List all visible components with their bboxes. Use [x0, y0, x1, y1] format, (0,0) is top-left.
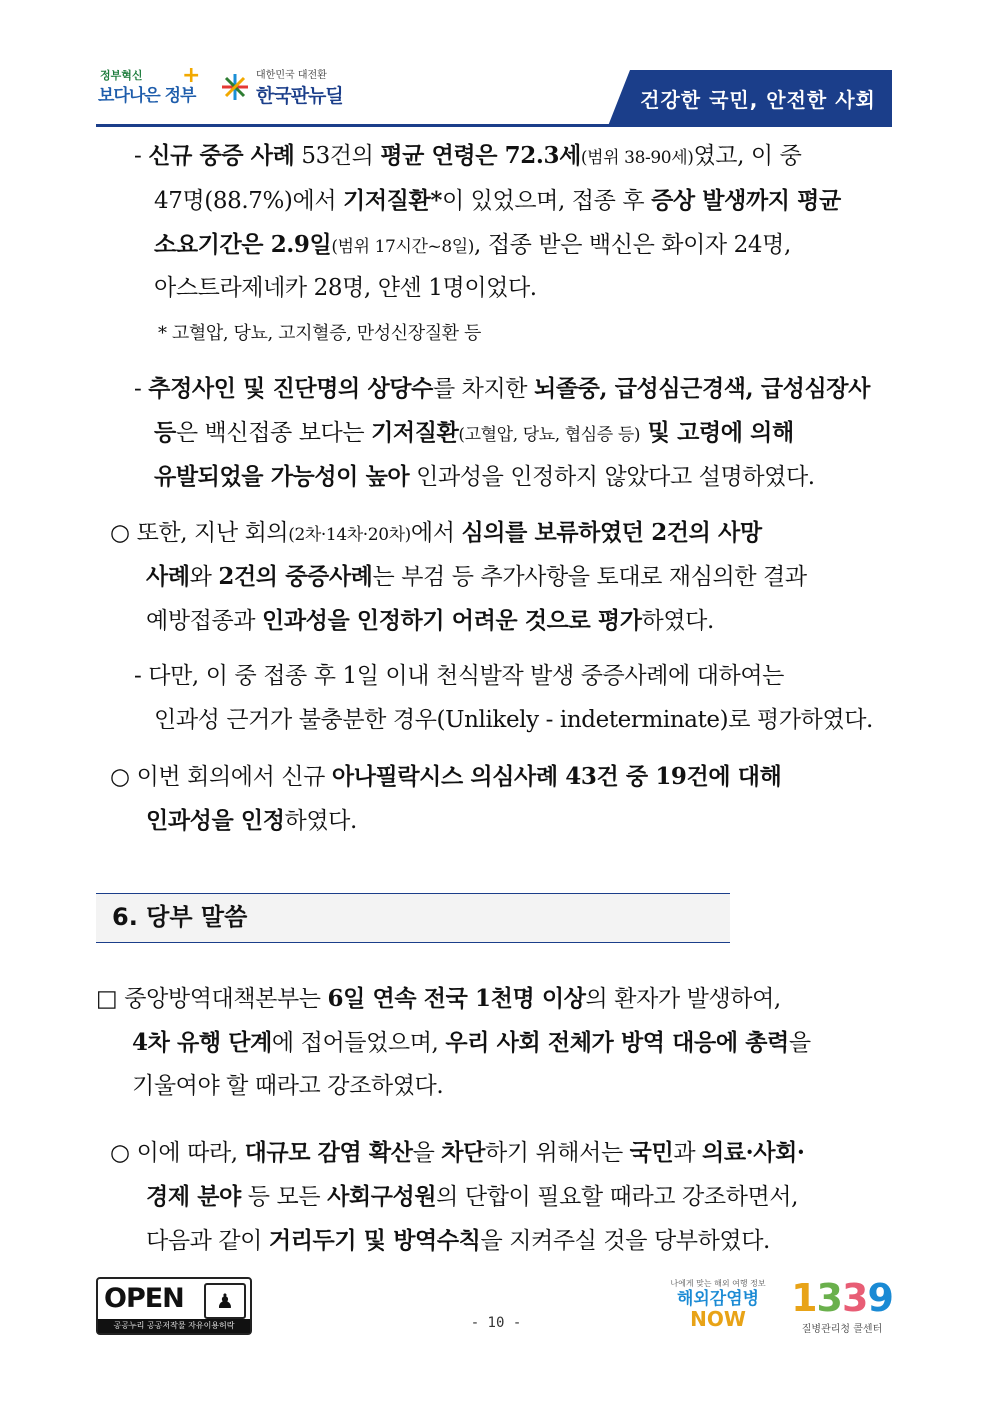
para-anaphylaxis-line2: [146, 798, 357, 844]
text-bold: 2건의 중증사례: [218, 563, 373, 590]
now-title: 해외감염병: [676, 1289, 760, 1309]
para-request-line1: [110, 1130, 805, 1176]
text: 을: [412, 1140, 442, 1166]
text-bold: 우리 사회 전체가 방역 대응에 총력: [445, 1029, 789, 1056]
gov-innovation-caption: 정부혁신: [100, 69, 143, 82]
text-bold: 추정사인 및 진단명의 상당수: [148, 375, 433, 402]
para-fourth-wave-line1: [96, 976, 781, 1022]
open-label: OPEN: [104, 1283, 184, 1314]
text: 이번 회의에서 신규: [136, 764, 332, 790]
dash: -: [134, 143, 149, 169]
para-cause-of-death-line3: [154, 454, 815, 500]
text-bold: 증상 발생까지 평균: [651, 187, 841, 214]
section-title: 6. 당부 말씀: [112, 903, 248, 931]
overseas-infection-now-logo: [668, 1278, 768, 1338]
text: 의 환자가 발생하여,: [585, 986, 781, 1012]
text: 예방접종과: [146, 608, 263, 634]
text-small: (범위 17시간~8일): [331, 237, 475, 257]
slogan-text: 건강한 국민, 안전한 사회: [640, 87, 876, 112]
para-new-severe-cases-line2: [154, 178, 841, 224]
gov-innovation-title: 보다나은 정부: [98, 86, 196, 106]
text: 과: [673, 1140, 703, 1166]
text-bold: 및 고령에 의해: [640, 419, 794, 446]
text: 47명(88.7%)에서: [154, 188, 344, 214]
para-new-severe-cases-line1: [134, 133, 801, 181]
text-bold: 평균 연령은 72.3세: [380, 142, 581, 169]
text-bold: 인과성을 인정하기 어려운 것으로 평가: [262, 607, 642, 634]
para-cause-of-death-line2: [154, 410, 794, 458]
text-bold: 유발되었을 가능성이 높아: [154, 463, 410, 490]
para-cause-of-death-line1: [134, 366, 870, 412]
hotline-1339-logo: [790, 1276, 894, 1338]
para-new-severe-cases-line3: [154, 222, 791, 270]
text: 이에 따라,: [136, 1140, 245, 1166]
para-request-line2: [146, 1174, 798, 1220]
text: 아스트라제네카 28명, 얀센 1명이었다.: [154, 275, 537, 301]
square-bullet: □: [96, 986, 125, 1012]
text-bold: 소요기간은 2.9일: [154, 231, 332, 258]
text: 53건의: [294, 143, 381, 169]
text-small: (고혈압, 당뇨, 협심증 등): [458, 425, 641, 445]
now-caption: 나에게 맞는 해외 여행 정보: [670, 1279, 766, 1288]
text: 에 접어들었으며,: [271, 1030, 446, 1056]
text: , 접종 받은 백신은 화이자 24명,: [474, 232, 791, 258]
circle-bullet: ○: [110, 520, 137, 546]
para-anaphylaxis-line1: [110, 754, 781, 800]
page-number: - 10 -: [470, 1315, 522, 1331]
para-re-review-line3: [146, 598, 714, 644]
text: 등 모든: [240, 1184, 328, 1210]
text: 은 백신접종 보다는: [175, 420, 372, 446]
dash: -: [134, 376, 149, 402]
text-bold: 신규 중증 사례: [148, 142, 295, 169]
hotline-number: 1339: [791, 1276, 893, 1320]
text: 또한, 지난 회의: [136, 520, 289, 546]
text-bold: 등: [154, 419, 176, 446]
circle-bullet: ○: [110, 1140, 137, 1166]
text-bold: 인과성을 인정: [146, 807, 285, 834]
text-bold: 차단: [441, 1139, 485, 1166]
text: 하였다.: [641, 608, 714, 634]
text: 는 부검 등 추가사항을 토대로 재심의한 결과: [372, 564, 807, 590]
new-deal-star-icon: [220, 72, 250, 102]
para-request-line3: [146, 1218, 770, 1264]
text-bold: 사회구성원: [327, 1183, 437, 1210]
text: 을 지켜주실 것을 당부하였다.: [480, 1228, 770, 1254]
text-bold: 심의를 보류하였던 2건의 사망: [461, 519, 762, 546]
person-icon: ♟: [204, 1283, 246, 1319]
new-deal-caption: 대한민국 대전환: [256, 70, 327, 81]
text: 였고, 이 중: [693, 143, 802, 169]
header-logos: [96, 62, 343, 112]
text-bold: 기저질환: [371, 419, 459, 446]
text-bold: 아나필락시스 의심사례 43건 중 19건에 대해: [331, 763, 782, 790]
header-divider: [96, 124, 892, 127]
plus-icon: +: [182, 63, 201, 88]
text-small: (2차·14차·20차): [288, 525, 411, 545]
text: 의 단합이 필요할 때라고 강조하면서,: [436, 1184, 798, 1210]
text: 기울여야 할 때라고 강조하였다.: [132, 1073, 444, 1099]
text-bold: 6일 연속 전국 1천명 이상: [327, 985, 586, 1012]
gov-innovation-logo: [96, 63, 200, 111]
text-bold: 사례: [146, 563, 190, 590]
hotline-caption: 질병관리청 콜센터: [801, 1324, 883, 1335]
text-bold: 4차 유행 단계: [132, 1029, 272, 1056]
para-asthma-case-line1: - 다만, 이 중 접종 후 1일 이내 천식발작 발생 중증사례에 대하여는: [134, 663, 784, 689]
text-small: (범위 38-90세): [580, 148, 694, 168]
para-fourth-wave-line3: [132, 1064, 443, 1109]
text-bold: 대규모 감염 확산: [244, 1139, 413, 1166]
korean-new-deal-logo: [220, 66, 343, 108]
text-bold: 경제 분야: [146, 1183, 241, 1210]
text: 인과성을 인정하지 않았다고 설명하였다.: [409, 464, 815, 490]
footnote-underlying-conditions: * 고혈압, 당뇨, 고지혈증, 만성신장질환 등: [158, 323, 481, 344]
text: 와: [189, 564, 219, 590]
now-label: NOW: [690, 1307, 746, 1331]
text-bold: 거리두기 및 방역수칙: [268, 1227, 481, 1254]
text: 를 차지한: [432, 376, 535, 402]
para-fourth-wave-line2: [132, 1020, 811, 1066]
text: 을: [788, 1030, 811, 1056]
new-deal-title: 한국판뉴딜: [256, 85, 343, 107]
para-re-review-line2: [146, 554, 807, 600]
circle-bullet: ○: [110, 764, 137, 790]
text: 중앙방역대책본부는: [124, 986, 328, 1012]
text-bold: 기저질환*: [343, 187, 442, 214]
open-caption: 공공누리 공공저작물 자유이용허락: [98, 1319, 250, 1333]
para-re-review-line1: [110, 510, 762, 558]
text: 하였다.: [284, 808, 357, 834]
text-bold: 뇌졸중, 급성심근경색, 급성심장사: [534, 375, 870, 402]
text: 다음과 같이: [146, 1228, 269, 1254]
para-asthma-case-line2: 인과성 근거가 불충분한 경우(Unlikely - indeterminate)로 평가하였다.: [154, 707, 873, 733]
text: 에서: [410, 520, 462, 546]
text-bold: 국민: [629, 1139, 674, 1166]
text: 하기 위해서는: [484, 1140, 630, 1166]
text-bold: 의료·사회·: [702, 1139, 805, 1166]
text: 이 있었으며, 접종 후: [441, 188, 652, 214]
para-new-severe-cases-line4: [154, 266, 537, 311]
